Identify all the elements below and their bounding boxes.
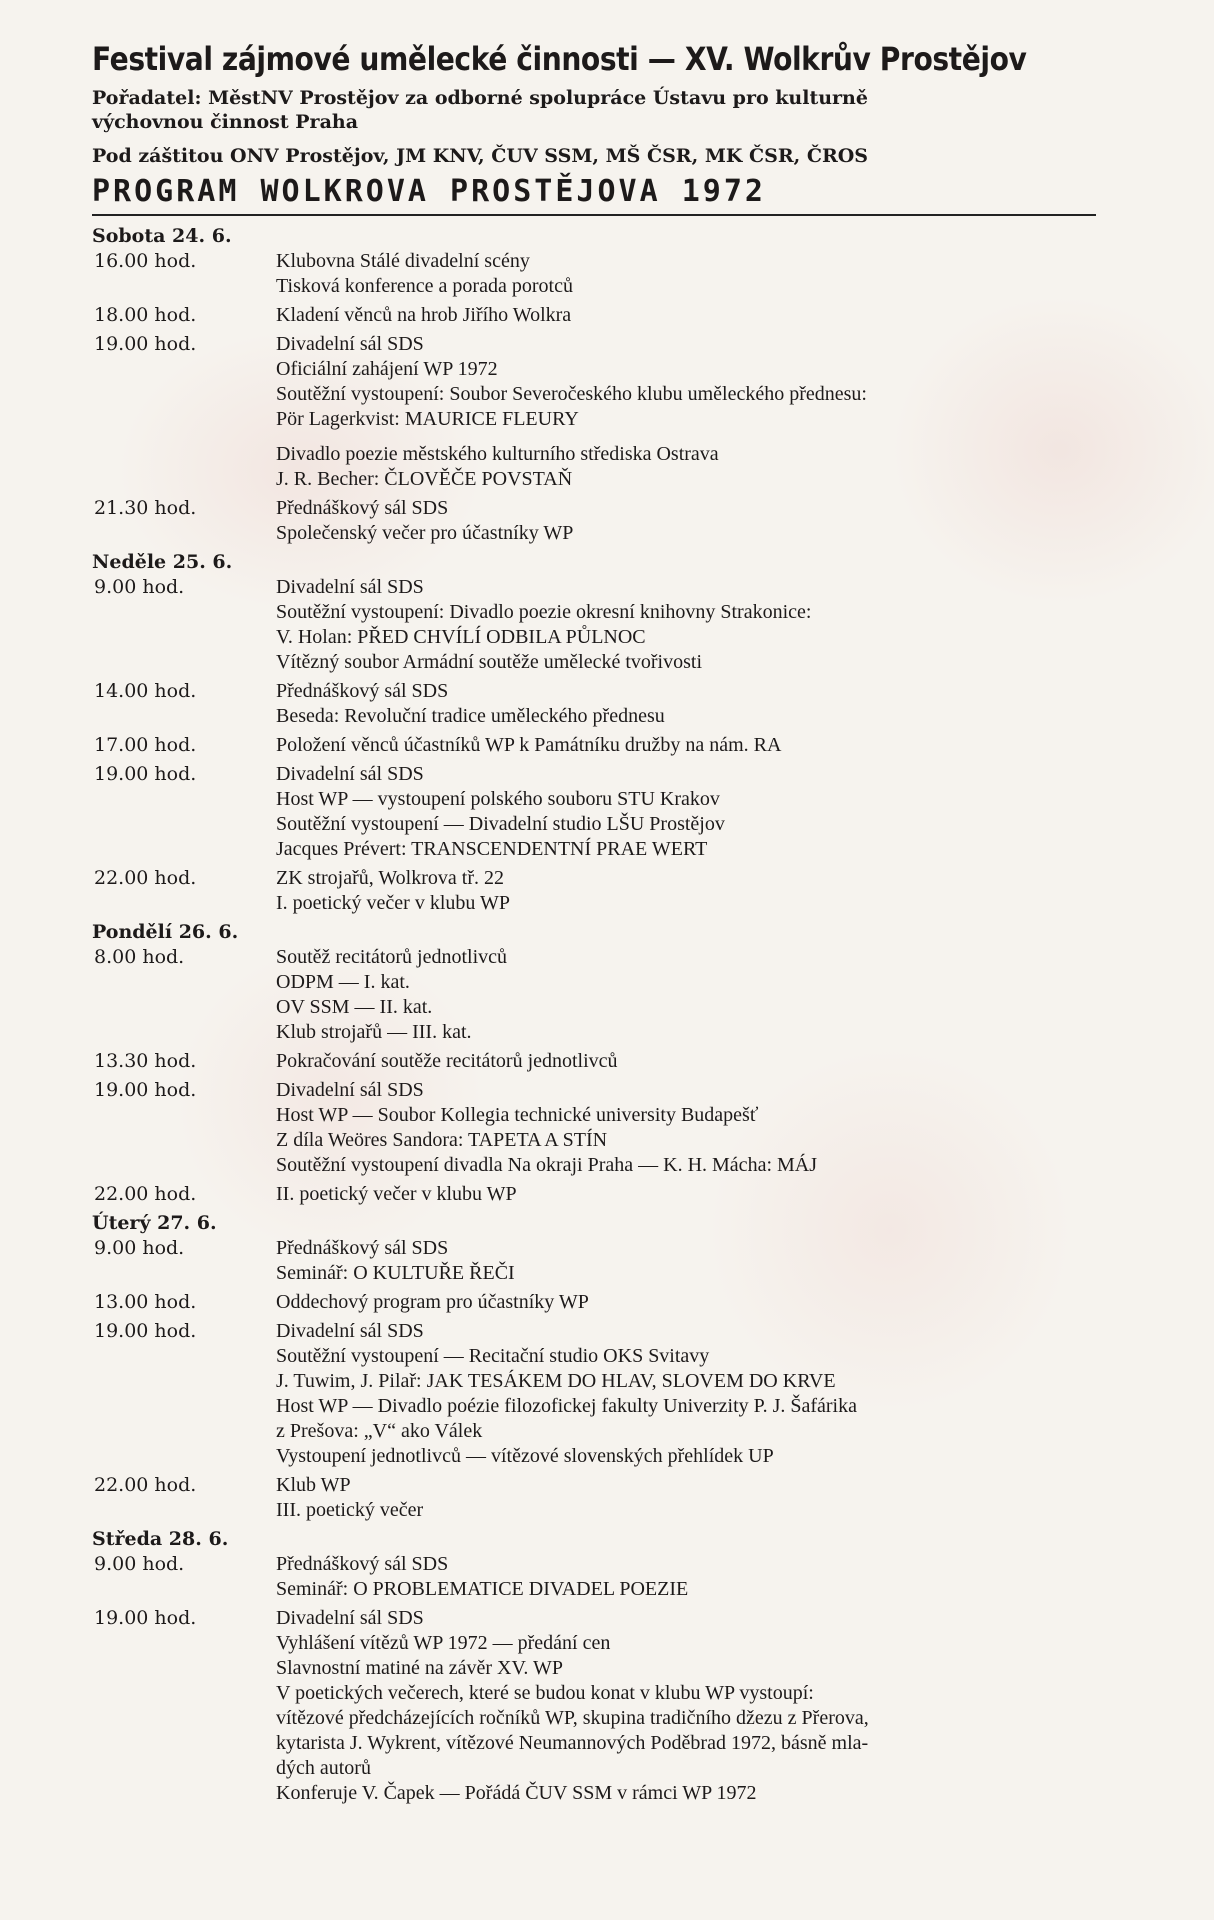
event-line: V. Holan: PŘED CHVÍLÍ ODBILA PŮLNOC xyxy=(276,626,646,648)
event-line: dých autorů xyxy=(276,1757,371,1779)
event-details xyxy=(276,575,1102,675)
event-line: Společenský večer pro účastníky WP xyxy=(276,522,574,544)
event-line: kytarista J. Wykrent, vítězové Neumannových Poděbrad 1972, básně mla- xyxy=(276,1732,869,1754)
event-line: Oficiální zahájení WP 1972 xyxy=(276,358,498,380)
event-line: Přednáškový sál SDS xyxy=(276,680,449,702)
title-rule xyxy=(92,214,1096,216)
event-line: vítězové předcházejících ročníků WP, skupina tradičního džezu z Přerova, xyxy=(276,1707,869,1729)
event-line: III. poetický večer xyxy=(276,1499,424,1521)
festival-title: Festival zájmové umělecké činnosti — XV. Wolkrův Prostějov xyxy=(92,40,1027,78)
event-line: Divadelní sál SDS xyxy=(276,1607,424,1629)
event-line: Soutěžní vystoupení: Divadlo poezie okresní knihovny Strakonice: xyxy=(276,601,812,623)
event-row xyxy=(92,1473,1102,1523)
event-time: 13.00 hod. xyxy=(94,1291,197,1313)
day-heading: Středa 28. 6. xyxy=(92,1528,229,1550)
patronage-line: Pod záštitou ONV Prostějov, JM KNV, ČUV SSM, MŠ ČSR, MK ČSR, ČROS xyxy=(92,145,869,167)
event-line: J. Tuwim, J. Pilař: JAK TESÁKEM DO HLAV, SLOVEM DO KRVE xyxy=(276,1370,836,1392)
event-line: Host WP — Soubor Kollegia technické university Budapešť xyxy=(276,1104,759,1126)
event-line: Divadelní sál SDS xyxy=(276,763,424,785)
event-time: 9.00 hod. xyxy=(94,576,185,598)
event-row xyxy=(92,762,1102,862)
event-row xyxy=(92,1290,1102,1315)
event-line: OV SSM — II. kat. xyxy=(276,996,433,1018)
event-line: Divadelní sál SDS xyxy=(276,1320,424,1342)
event-time: 22.00 hod. xyxy=(94,1183,197,1205)
event-line: Tisková konference a porada porotců xyxy=(276,275,573,297)
event-line: Divadelní sál SDS xyxy=(276,1079,424,1101)
event-details xyxy=(276,496,1102,546)
schedule xyxy=(92,224,1102,1810)
program-title: PROGRAM WOLKROVA PROSTĚJOVA 1972 xyxy=(92,174,766,209)
event-line: Host WP — vystoupení polského souboru STU Krakov xyxy=(276,788,720,810)
event-row xyxy=(92,679,1102,729)
event-line: Beseda: Revoluční tradice uměleckého přednesu xyxy=(276,705,665,727)
event-details xyxy=(276,303,1102,328)
event-time: 21.30 hod. xyxy=(94,497,197,519)
event-line: ZK strojařů, Wolkrova tř. 22 xyxy=(276,867,504,889)
spacer xyxy=(92,1806,1102,1810)
event-line: Klubovna Stálé divadelní scény xyxy=(276,250,530,272)
event-row xyxy=(92,733,1102,758)
event-line: Jacques Prévert: TRANSCENDENTNÍ PRAE WERT xyxy=(276,838,708,860)
event-row xyxy=(92,945,1102,1045)
event-line: II. poetický večer v klubu WP xyxy=(276,1183,517,1205)
event-time: 14.00 hod. xyxy=(94,680,197,702)
event-time: 19.00 hod. xyxy=(94,1320,197,1342)
event-line: Vyhlášení vítězů WP 1972 — předání cen xyxy=(276,1632,611,1654)
event-time: 19.00 hod. xyxy=(94,333,197,355)
event-time: 19.00 hod. xyxy=(94,1607,197,1629)
event-line: Kladení věnců na hrob Jiřího Wolkra xyxy=(276,304,572,326)
day-heading: Pondělí 26. 6. xyxy=(92,921,239,943)
event-line: Seminář: O KULTUŘE ŘEČI xyxy=(276,1262,515,1284)
event-row xyxy=(92,1606,1102,1806)
event-details xyxy=(276,733,1102,758)
event-time: 22.00 hod. xyxy=(94,1474,197,1496)
event-time: 17.00 hod. xyxy=(94,734,197,756)
event-time: 19.00 hod. xyxy=(94,763,197,785)
spacer xyxy=(276,432,1102,442)
event-details xyxy=(276,945,1102,1045)
day-heading: Sobota 24. 6. xyxy=(92,225,232,247)
event-details xyxy=(276,1473,1102,1523)
event-line: ODPM — I. kat. xyxy=(276,971,410,993)
event-time: 9.00 hod. xyxy=(94,1237,185,1259)
event-row xyxy=(92,1319,1102,1469)
event-details xyxy=(276,1290,1102,1315)
event-row xyxy=(92,575,1102,675)
event-time: 22.00 hod. xyxy=(94,867,197,889)
event-line: Konferuje V. Čapek — Pořádá ČUV SSM v rámci WP 1972 xyxy=(276,1782,757,1804)
event-line: Klub WP xyxy=(276,1474,351,1496)
event-line: Pör Lagerkvist: MAURICE FLEURY xyxy=(276,408,579,430)
event-details xyxy=(276,1319,1102,1469)
event-time: 16.00 hod. xyxy=(94,250,197,272)
event-row xyxy=(92,332,1102,492)
event-details xyxy=(276,332,1102,492)
event-details xyxy=(276,679,1102,729)
event-row xyxy=(92,1078,1102,1178)
event-line: J. R. Becher: ČLOVĚČE POVSTAŇ xyxy=(276,468,573,490)
event-details xyxy=(276,1049,1102,1074)
event-row xyxy=(92,496,1102,546)
event-details xyxy=(276,1606,1102,1806)
event-line: z Prešova: „V“ ako Válek xyxy=(276,1420,483,1442)
event-line: Z díla Weöres Sandora: TAPETA A STÍN xyxy=(276,1129,608,1151)
organizer-line-1: Pořadatel: MěstNV Prostějov za odborné spolupráce Ústavu pro kulturně xyxy=(92,87,868,109)
event-time: 13.30 hod. xyxy=(94,1050,197,1072)
event-line: Soutěžní vystoupení — Recitační studio OKS Svitavy xyxy=(276,1345,710,1367)
event-row xyxy=(92,303,1102,328)
event-details xyxy=(276,762,1102,862)
day-heading: Neděle 25. 6. xyxy=(92,551,233,573)
event-line: Přednáškový sál SDS xyxy=(276,497,449,519)
event-details xyxy=(276,1552,1102,1602)
document-header xyxy=(92,40,1102,209)
day-heading: Úterý 27. 6. xyxy=(92,1212,217,1234)
event-line: Soutěžní vystoupení divadla Na okraji Praha — K. H. Mácha: MÁJ xyxy=(276,1154,818,1176)
event-row xyxy=(92,1552,1102,1602)
event-line: I. poetický večer v klubu WP xyxy=(276,892,511,914)
event-line: Soutěžní vystoupení — Divadelní studio LŠU Prostějov xyxy=(276,813,725,835)
event-line: Klub strojařů — III. kat. xyxy=(276,1021,472,1043)
event-line: Seminář: O PROBLEMATICE DIVADEL POEZIE xyxy=(276,1578,689,1600)
event-row xyxy=(92,1236,1102,1286)
event-details xyxy=(276,249,1102,299)
event-line: Divadelní sál SDS xyxy=(276,333,424,355)
organizer-line-2: výchovnou činnost Praha xyxy=(92,111,358,133)
event-line: Soutěž recitátorů jednotlivců xyxy=(276,946,508,968)
event-details xyxy=(276,1078,1102,1178)
event-line: Oddechový program pro účastníky WP xyxy=(276,1291,589,1313)
event-time: 8.00 hod. xyxy=(94,946,185,968)
event-row xyxy=(92,866,1102,916)
event-line: Vítězný soubor Armádní soutěže umělecké tvořivosti xyxy=(276,651,703,673)
event-row xyxy=(92,249,1102,299)
event-line: Vystoupení jednotlivců — vítězové slovenských přehlídek UP xyxy=(276,1445,774,1467)
event-line: V poetických večerech, které se budou konat v klubu WP vystoupí: xyxy=(276,1682,814,1704)
event-line: Soutěžní vystoupení: Soubor Severočeského klubu uměleckého přednesu: xyxy=(276,383,867,405)
event-line: Přednáškový sál SDS xyxy=(276,1237,449,1259)
event-line: Položení věnců účastníků WP k Památníku družby na nám. RA xyxy=(276,734,782,756)
event-row xyxy=(92,1049,1102,1074)
event-details xyxy=(276,1236,1102,1286)
event-details xyxy=(276,866,1102,916)
event-time: 18.00 hod. xyxy=(94,304,197,326)
event-line: Přednáškový sál SDS xyxy=(276,1553,449,1575)
event-line: Slavnostní matiné na závěr XV. WP xyxy=(276,1657,563,1679)
event-line: Host WP — Divadlo poézie filozofickej fakulty Univerzity P. J. Šafárika xyxy=(276,1395,857,1417)
event-line: Pokračování soutěže recitátorů jednotlivců xyxy=(276,1050,618,1072)
event-line: Divadlo poezie městského kulturního střediska Ostrava xyxy=(276,443,719,465)
event-row xyxy=(92,1182,1102,1207)
event-line: Divadelní sál SDS xyxy=(276,576,424,598)
event-details xyxy=(276,1182,1102,1207)
event-time: 9.00 hod. xyxy=(94,1553,185,1575)
event-time: 19.00 hod. xyxy=(94,1079,197,1101)
